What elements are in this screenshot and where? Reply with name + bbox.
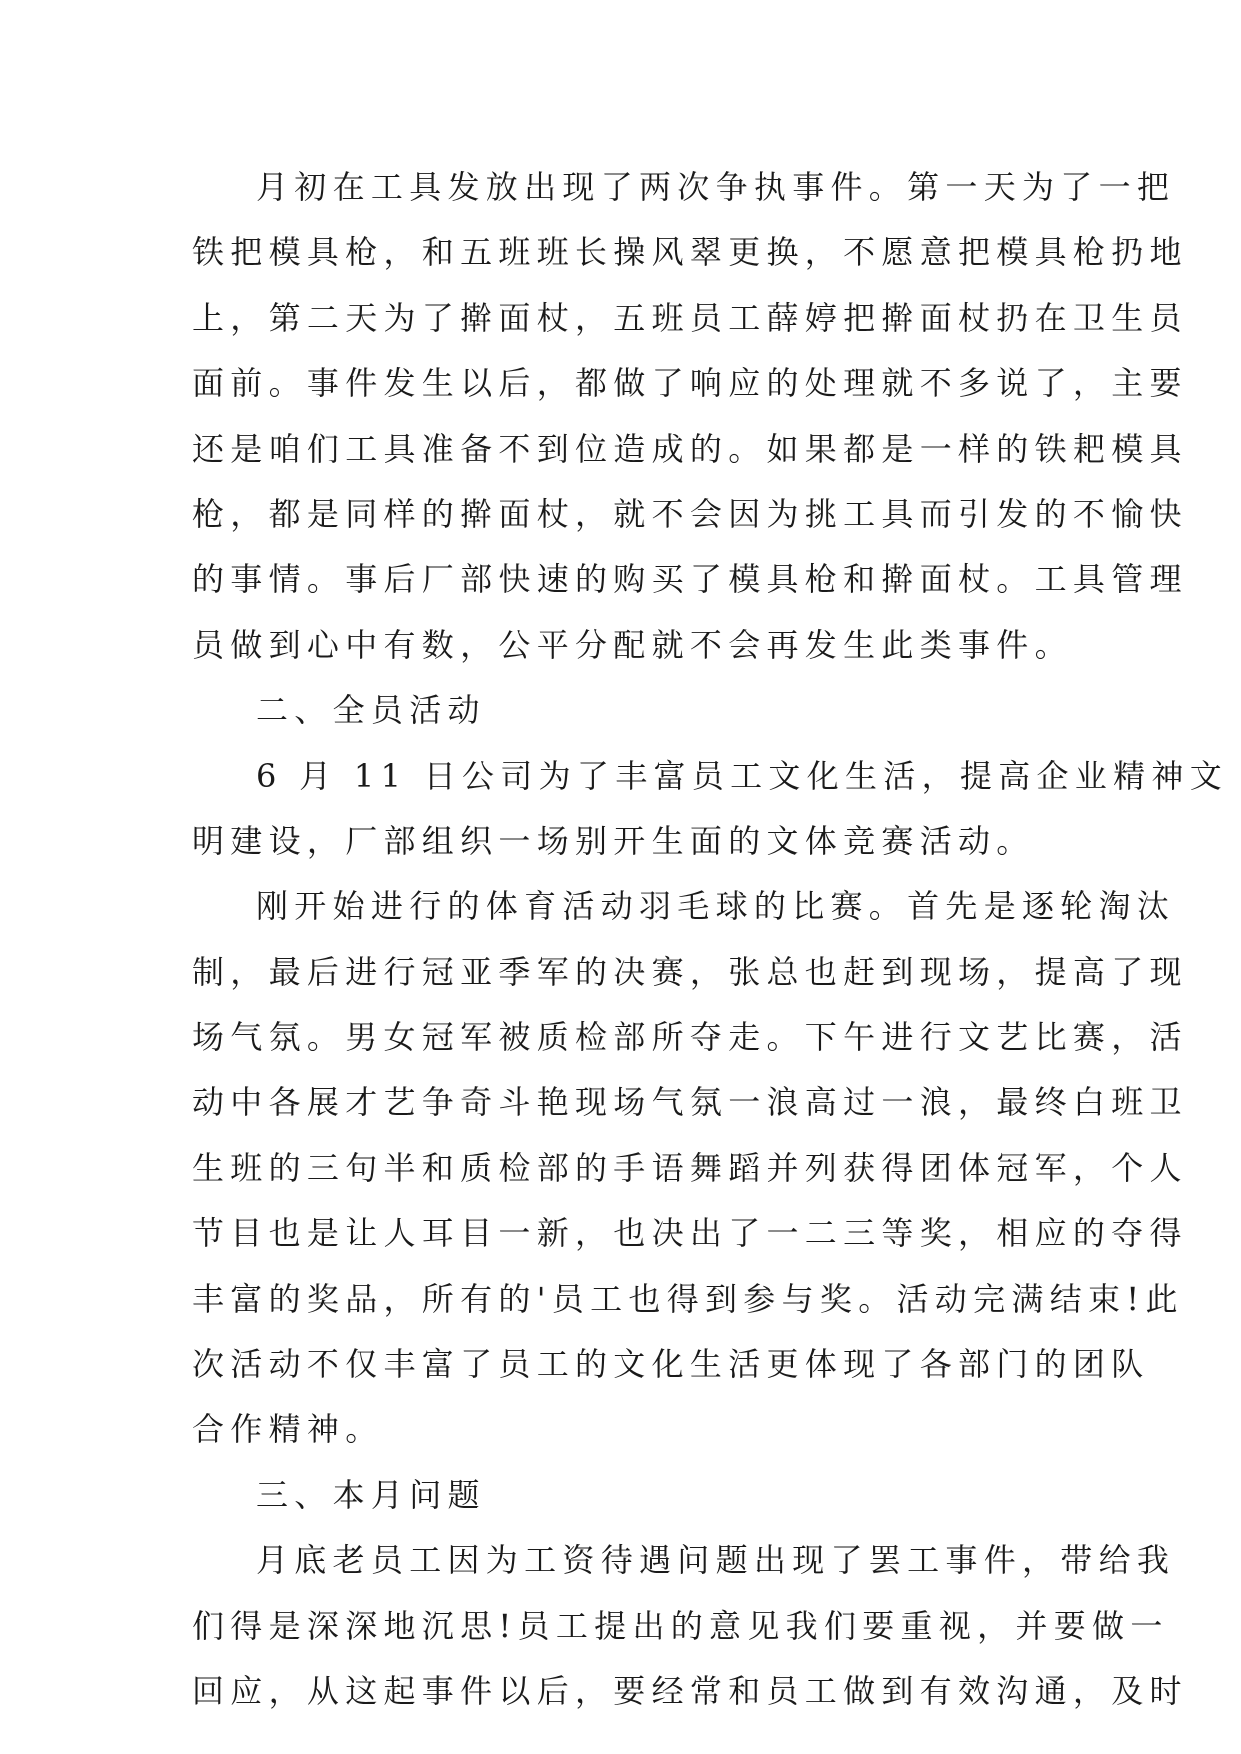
text-line: 还是咱们工具准备不到位造成的。如果都是一样的铁耙模具	[192, 429, 1188, 468]
text-line: 枪，都是同样的擀面杖，就不会因为挑工具而引发的不愉快	[192, 494, 1188, 533]
text-line: 动中各展才艺争奇斗艳现场气氛一浪高过一浪，最终白班卫	[192, 1083, 1188, 1122]
text-line: 月初在工具发放出现了两次争执事件。第一天为了一把	[256, 168, 1176, 206]
text-line: 员做到心中有数，公平分配就不会再发生此类事件。	[192, 625, 1073, 664]
text-line: 合作精神。	[192, 1410, 384, 1449]
text-line: 制，最后进行冠亚季军的决赛，张总也赶到现场，提高了现	[192, 952, 1188, 991]
text-line: 的事情。事后厂部快速的购买了模具枪和擀面杖。工具管理	[192, 560, 1188, 599]
text-line: 场气氛。男女冠军被质检部所夺走。下午进行文艺比赛，活	[192, 1018, 1188, 1057]
text-line: 们得是深深地沉思!员工提出的意见我们要重视，并要做一	[192, 1606, 1169, 1645]
text-line: 明建设，厂部组织一场别开生面的文体竞赛活动。	[192, 821, 1035, 860]
text-line: 月底老员工因为工资待遇问题出现了罢工事件，带给我	[256, 1541, 1176, 1580]
text-line: 上，第二天为了擀面杖，五班员工薛婷把擀面杖扔在卫生员	[192, 298, 1188, 337]
text-line: 次活动不仅丰富了员工的文化生活更体现了各部门的团队	[192, 1345, 1150, 1384]
section-heading: 三、本月问题	[256, 1475, 486, 1514]
document-body	[192, 155, 1228, 1724]
text-line: 回应，从这起事件以后，要经常和员工做到有效沟通，及时	[192, 1671, 1188, 1710]
text-line: 丰富的奖品，所有的'员工也得到参与奖。活动完满结束!此	[192, 1279, 1184, 1318]
text-line: 节目也是让人耳目一新，也决出了一二三等奖，相应的夺得	[192, 1214, 1188, 1253]
text-line: 刚开始进行的体育活动羽毛球的比赛。首先是逐轮淘汰	[256, 887, 1176, 926]
section-heading: 二、全员活动	[256, 691, 486, 730]
text-line: 铁把模具枪，和五班班长操风翠更换，不愿意把模具枪扔地	[192, 233, 1188, 272]
text-line: 6 月 11 日公司为了丰富员工文化生活，提高企业精神文	[256, 756, 1228, 795]
text-line: 生班的三句半和质检部的手语舞蹈并列获得团体冠军，个人	[192, 1148, 1188, 1187]
text-line: 面前。事件发生以后，都做了响应的处理就不多说了，主要	[192, 364, 1188, 403]
